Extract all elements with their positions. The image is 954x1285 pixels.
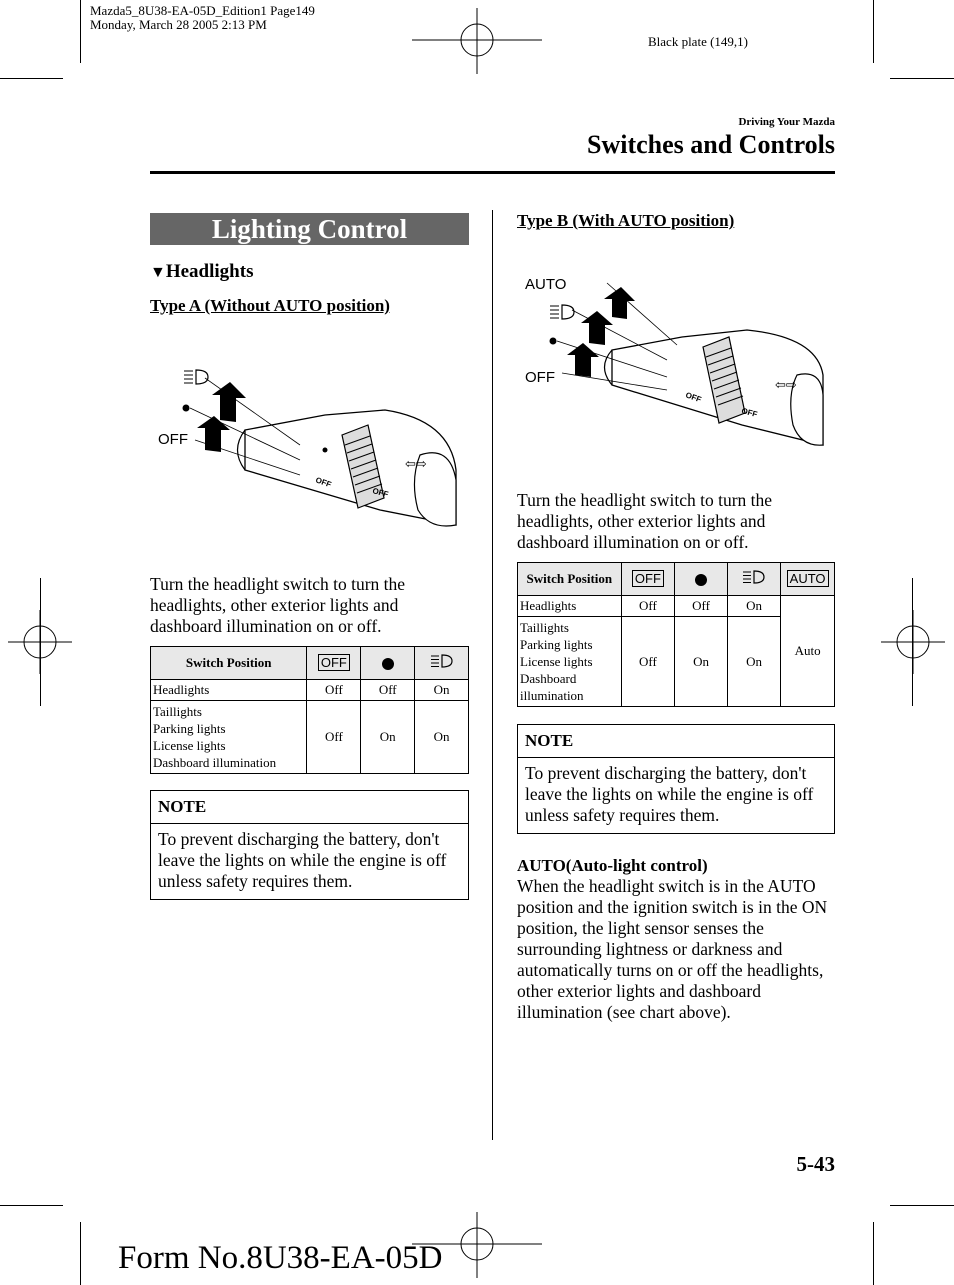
col-off: OFF <box>307 647 361 680</box>
headlight-switch-figure-b <box>517 265 827 450</box>
auto-label: AUTO <box>525 276 567 293</box>
auto-paragraph: When the headlight switch is in the AUTO position and the ignition switch is in the ON position, the light sensor senses the surrounding lightness or darkness and automatically turns on or off the headlights, other exterior lights and dashboard illumination (see chart above). <box>517 876 828 1022</box>
print-date-line: Monday, March 28 2005 2:13 PM <box>90 17 267 32</box>
svg-text:OFF: OFF <box>740 406 759 420</box>
left-paragraph: Turn the headlight switch to turn the headlights, other exterior lights and dashboard illumination on or off. <box>150 574 406 636</box>
off-label: OFF <box>158 431 188 448</box>
col-headlights <box>727 563 780 596</box>
parking-dot-icon <box>382 658 394 670</box>
switch-position-header: Switch Position <box>518 563 622 596</box>
row-label: Headlights <box>518 596 622 617</box>
right-paragraph: Turn the headlight switch to turn the headlights, other exterior lights and dashboard illumination on or off. <box>517 490 773 552</box>
note-box-left <box>150 790 469 900</box>
switch-table-a <box>150 646 469 774</box>
col-parking <box>675 563 728 596</box>
svg-text:OFF: OFF <box>371 486 390 500</box>
headlight-icon <box>550 305 574 319</box>
svg-text:OFF: OFF <box>314 475 333 490</box>
arrow-up-icon <box>604 287 635 319</box>
page-number: 5-43 <box>796 1152 835 1176</box>
registration-mark-left <box>8 610 72 674</box>
table-row: Taillights Parking lights License lights Dashboard illumination Off On On <box>518 617 835 707</box>
row-label: Headlights <box>151 680 307 701</box>
headlight-switch-figure-a <box>150 350 460 530</box>
arrow-up-icon <box>212 382 246 422</box>
arrow-up-icon <box>567 343 599 377</box>
registration-mark-right <box>881 610 945 674</box>
col-off: OFF <box>621 563 674 596</box>
section-label: Driving Your Mazda <box>738 116 835 128</box>
form-number: Form No.8U38-EA-05D <box>118 1240 443 1276</box>
col-headlights <box>415 647 469 680</box>
parking-dot-icon <box>183 405 190 412</box>
svg-text:⇦⇨: ⇦⇨ <box>405 457 427 472</box>
header-rule <box>150 171 835 174</box>
arrow-up-icon <box>581 311 613 345</box>
note-box-right <box>517 724 835 834</box>
note-title: NOTE <box>151 791 468 824</box>
note-title: NOTE <box>518 725 834 758</box>
type-a-heading: Type A (Without AUTO position) <box>150 296 390 315</box>
triangle-down-icon: ▼ <box>150 264 166 281</box>
switch-table-b <box>517 562 835 707</box>
headlight-icon <box>184 370 208 384</box>
table-row: Headlights Off Off On Auto <box>518 596 835 617</box>
auto-cell: Auto <box>781 596 835 707</box>
row-label: Taillights Parking lights License lights Dashboard illumination <box>518 617 622 707</box>
arrow-up-icon <box>197 416 230 452</box>
registration-mark-top <box>412 8 542 74</box>
headlight-icon <box>428 653 456 669</box>
print-header <box>90 4 315 32</box>
svg-text:⇦⇨: ⇦⇨ <box>775 378 797 393</box>
parking-dot-icon <box>695 574 707 586</box>
auto-heading: AUTO(Auto-light control) <box>517 856 708 875</box>
note-body: To prevent discharging the battery, don't leave the lights on while the engine is off unless safety requires them. <box>158 829 447 891</box>
page-title: Switches and Controls <box>586 130 835 159</box>
table-row: Taillights Parking lights License lights Dashboard illumination Off On On <box>151 701 469 774</box>
table-row: Headlights Off Off On <box>151 680 469 701</box>
row-label: Taillights Parking lights License lights Dashboard illumination <box>151 701 307 774</box>
switch-position-header: Switch Position <box>151 647 307 680</box>
section-title: Lighting Control <box>150 213 469 245</box>
off-label: OFF <box>525 369 555 386</box>
column-divider <box>492 210 493 1140</box>
dot-icon <box>323 448 328 453</box>
svg-text:OFF: OFF <box>684 390 703 405</box>
print-file-line: Mazda5_8U38-EA-05D_Edition1 Page149 <box>90 3 315 18</box>
plate-label: Black plate (149,1) <box>648 34 748 49</box>
note-body: To prevent discharging the battery, don't leave the lights on while the engine is off unless safety requires them. <box>525 763 814 825</box>
type-b-heading: Type B (With AUTO position) <box>517 211 735 230</box>
col-parking <box>361 647 415 680</box>
col-auto: AUTO <box>781 563 835 596</box>
parking-dot-icon <box>550 338 557 345</box>
headlights-subhead: ▼Headlights <box>150 261 254 282</box>
headlight-icon <box>740 569 768 585</box>
